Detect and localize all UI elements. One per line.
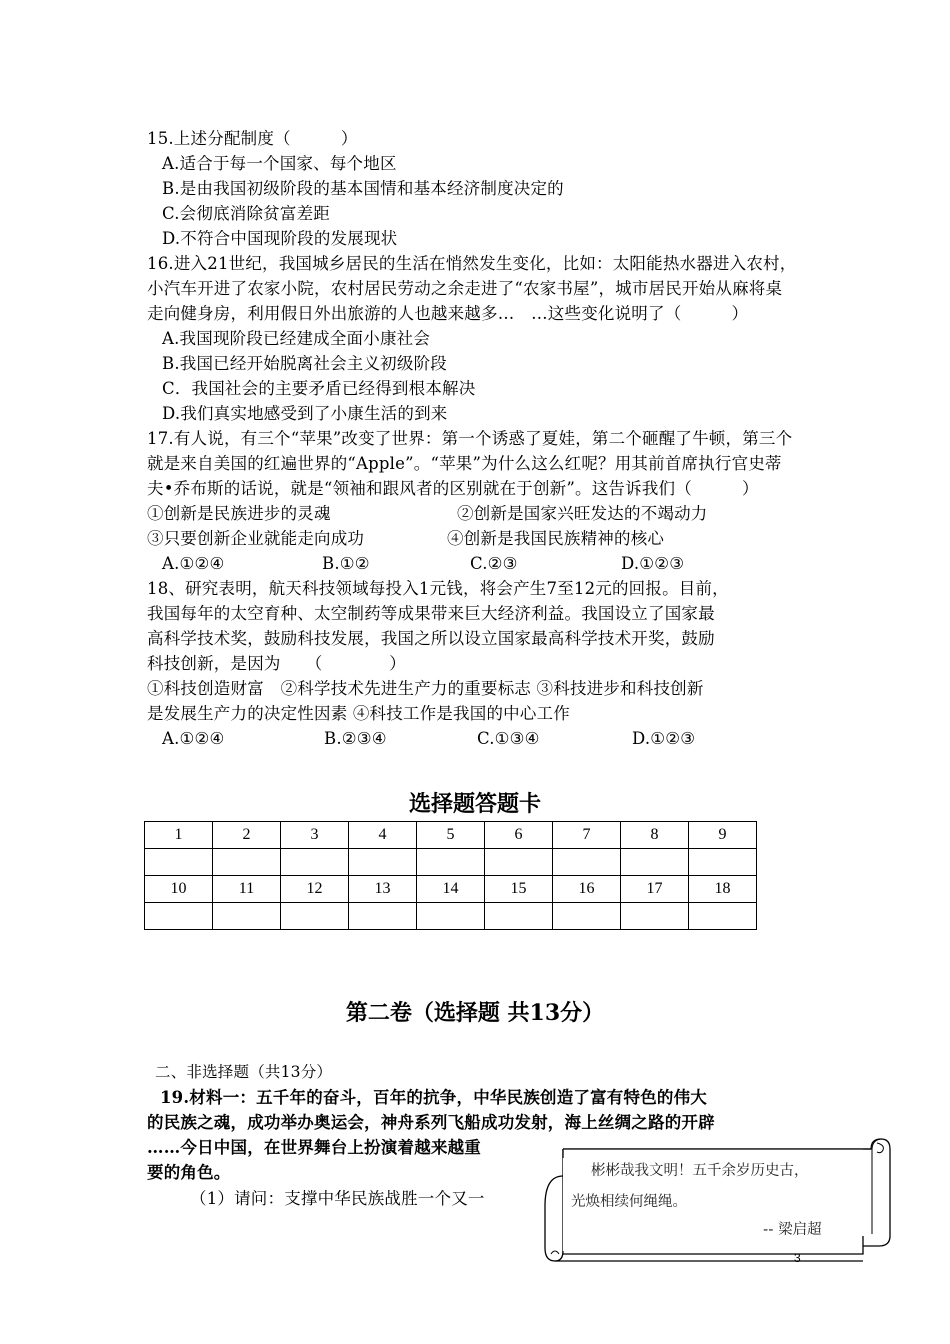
q18-stem-line3: 高科学技术奖，鼓励科技发展，我国之所以设立国家最高科学技术开奖，鼓励 — [147, 629, 715, 648]
answer-cell[interactable] — [213, 849, 281, 876]
q17-stem-line2: 就是来自美国的红遍世界的“Apple”。“苹果”为什么这么红呢？用其前首席执行官史蒂 — [147, 454, 782, 473]
answer-cell[interactable] — [281, 903, 349, 930]
answer-card-number: 8 — [621, 822, 689, 849]
q16-stem-line2: 小汽车开进了农家小院，农村居民劳动之余走进了“农家书屋”，城市居民开始从麻将桌 — [147, 279, 783, 298]
q17-statement-1: ①创新是民族进步的灵魂 — [147, 504, 331, 523]
part2-section-heading: 二、非选择题（共13分） — [155, 1063, 333, 1081]
answer-cell[interactable] — [145, 903, 213, 930]
answer-cell[interactable] — [417, 903, 485, 930]
q18-statements-line1: ①科技创造财富 ②科学技术先进生产力的重要标志 ③科技进步和科技创新 — [147, 679, 704, 698]
answer-card-blank-row — [145, 903, 757, 930]
answer-card-table — [144, 821, 757, 930]
quote-line2: 光焕相续何绳绳。 — [571, 1194, 687, 1210]
answer-cell[interactable] — [621, 903, 689, 930]
answer-card-number: 6 — [485, 822, 553, 849]
answer-card-number: 17 — [621, 876, 689, 903]
answer-card-number: 13 — [349, 876, 417, 903]
answer-cell[interactable] — [689, 849, 757, 876]
quote-scroll — [541, 1136, 891, 1264]
q19-line2: 的民族之魂，成功举办奥运会，神舟系列飞船成功发射，海上丝绸之路的开辟 — [147, 1113, 715, 1132]
answer-cell[interactable] — [485, 903, 553, 930]
q17-option-c: C.②③ — [470, 554, 518, 573]
answer-card-number: 3 — [281, 822, 349, 849]
page-number: 3 — [794, 1251, 801, 1265]
q18-option-a: A.①②④ — [162, 729, 225, 748]
q18-stem-line4: 科技创新，是因为 （ ） — [147, 654, 406, 673]
answer-cell[interactable] — [417, 849, 485, 876]
part2-title: 第二卷（选择题 共13分） — [345, 1000, 605, 1026]
answer-cell[interactable] — [553, 849, 621, 876]
q18-stem-line1: 18、研究表明，航天科技领域每投入1元钱，将会产生7至12元的回报。目前， — [147, 579, 729, 598]
q17-option-d: D.①②③ — [621, 554, 685, 573]
answer-card-number: 14 — [417, 876, 485, 903]
answer-card-number: 15 — [485, 876, 553, 903]
q16-option-b: B.我国已经开始脱离社会主义初级阶段 — [162, 354, 447, 373]
answer-cell[interactable] — [689, 903, 757, 930]
q18-stem-line2: 我国每年的太空育种、太空制药等成果带来巨大经济利益。我国设立了国家最 — [147, 604, 715, 623]
q19-subquestion-1: （1）请问：支撑中华民族战胜一个又一 — [190, 1189, 485, 1208]
q17-stem-line1: 17.有人说，有三个“苹果”改变了世界：第一个诱惑了夏娃，第二个砸醒了牛顿，第三个 — [147, 429, 793, 448]
answer-card-number: 2 — [213, 822, 281, 849]
q16-stem-line3: 走向健身房，利用假日外出旅游的人也越来越多… …这些变化说明了（ ） — [147, 304, 749, 323]
q17-statement-3: ③只要创新企业就能走向成功 — [147, 529, 365, 548]
q17-option-a: A.①②④ — [162, 554, 225, 573]
q17-stem-line3: 夫•乔布斯的话说，就是“领袖和跟风者的区别就在于创新”。这告诉我们（ ） — [147, 479, 759, 498]
answer-card-number: 1 — [145, 822, 213, 849]
q18-option-b: B.②③④ — [324, 729, 387, 748]
answer-cell[interactable] — [213, 903, 281, 930]
q15-option-d: D.不符合中国现阶段的发展现状 — [162, 229, 398, 248]
q19-line1: 19.材料一：五千年的奋斗，百年的抗争，中华民族创造了富有特色的伟大 — [160, 1088, 708, 1107]
answer-cell[interactable] — [145, 849, 213, 876]
quote-author: -- 梁启超 — [763, 1222, 822, 1238]
answer-card-number-row — [145, 822, 757, 849]
answer-card-number-row — [145, 876, 757, 903]
answer-card-number: 16 — [553, 876, 621, 903]
q16-option-a: A.我国现阶段已经建成全面小康社会 — [162, 329, 431, 348]
q19-line3: ……今日中国，在世界舞台上扮演着越来越重 — [147, 1138, 481, 1157]
q17-statement-4: ④创新是我国民族精神的核心 — [447, 529, 665, 548]
answer-card-number: 10 — [145, 876, 213, 903]
q15-stem: 15.上述分配制度（ ） — [147, 129, 358, 148]
q18-option-d: D.①②③ — [632, 729, 696, 748]
answer-cell[interactable] — [281, 849, 349, 876]
answer-card-number: 9 — [689, 822, 757, 849]
quote-line1: 彬彬哉我文明！五千余岁历史古， — [591, 1163, 809, 1179]
answer-card-number: 12 — [281, 876, 349, 903]
answer-cell[interactable] — [621, 849, 689, 876]
answer-cell[interactable] — [485, 849, 553, 876]
q16-stem-line1: 16.进入21世纪，我国城乡居民的生活在悄然发生变化，比如：太阳能热水器进入农村， — [147, 254, 797, 273]
q16-option-d: D.我们真实地感受到了小康生活的到来 — [162, 404, 448, 423]
answer-card-blank-row — [145, 849, 757, 876]
q17-option-b: B.①② — [322, 554, 370, 573]
answer-card-number: 18 — [689, 876, 757, 903]
answer-card-number: 11 — [213, 876, 281, 903]
q15-option-a: A.适合于每一个国家、每个地区 — [162, 154, 397, 173]
answer-card-title: 选择题答题卡 — [408, 791, 541, 817]
q16-option-c: C．我国社会的主要矛盾已经得到根本解决 — [162, 379, 476, 398]
answer-cell[interactable] — [553, 903, 621, 930]
q18-statements-line2: 是发展生产力的决定性因素 ④科技工作是我国的中心工作 — [147, 704, 570, 723]
q17-statement-2: ②创新是国家兴旺发达的不竭动力 — [457, 504, 708, 523]
q18-option-c: C.①③④ — [477, 729, 540, 748]
answer-cell[interactable] — [349, 849, 417, 876]
answer-card-number: 5 — [417, 822, 485, 849]
answer-card-number: 4 — [349, 822, 417, 849]
q15-option-b: B.是由我国初级阶段的基本国情和基本经济制度决定的 — [162, 179, 564, 198]
answer-card-number: 7 — [553, 822, 621, 849]
q19-line4: 要的角色。 — [147, 1163, 231, 1182]
answer-cell[interactable] — [349, 903, 417, 930]
q15-option-c: C.会彻底消除贫富差距 — [162, 204, 330, 223]
